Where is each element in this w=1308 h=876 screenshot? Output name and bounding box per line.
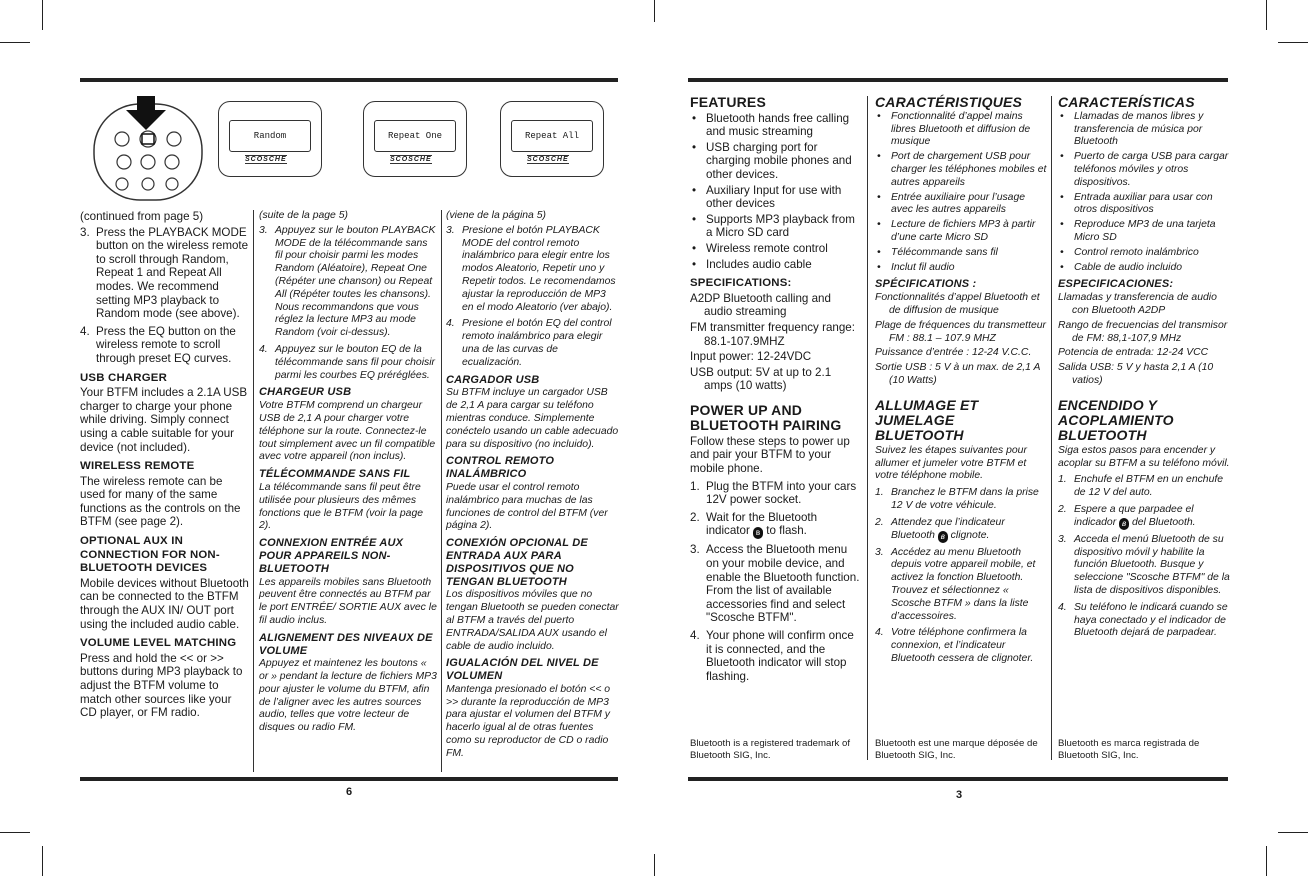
usb-heading: USB CHARGER: [80, 371, 168, 384]
specs-heading: SPÉCIFICATIONS :: [875, 278, 977, 291]
right-bottom-rule: [688, 777, 1228, 781]
list-item: 4. Press the EQ button on the wireless remote to scroll through preset EQ curves.: [80, 324, 236, 365]
specs-list: [690, 292, 862, 393]
list-item: • Inclut fil audio: [875, 262, 1047, 275]
list-item: • Control remoto inalámbrico: [1058, 247, 1230, 260]
column-divider: [441, 210, 442, 772]
pairing-steps: [875, 487, 1047, 666]
list-item: • Télécommande sans fil: [875, 247, 1047, 260]
list-item: • Port de chargement USB pour charger les téléphones mobiles et autres appareils: [875, 151, 1047, 189]
spec-item: Puissance d’entrée : 12-24 V.C.C.: [875, 347, 1032, 359]
list-item: 1. Enchufe el BTFM en un enchufe de 12 V del auto.: [1058, 474, 1224, 499]
crop-mark: [0, 42, 30, 43]
list-item: • Fonctionnalité d’appel mains libres Bluetooth et diffusion de musique: [875, 111, 1047, 149]
remote-heading: CONTROL REMOTO INALÁMBRICO: [446, 455, 555, 481]
column-divider: [867, 96, 868, 760]
specs-heading: ESPECIFICACIONES:: [1058, 278, 1174, 291]
crop-mark: [1266, 0, 1267, 30]
lcd-screen-repeat-one: [363, 101, 467, 177]
left-english-column: [80, 210, 250, 720]
crop-mark: [0, 832, 30, 833]
features-heading: FEATURES: [690, 94, 767, 110]
right-page-number: 3: [956, 789, 963, 801]
features-list: [1058, 111, 1230, 275]
pairing-intro: Suivez les étapes suivantes pour allumer et jumeler votre BTFM et votre téléphone mobile.: [875, 444, 1027, 482]
crop-mark: [42, 0, 43, 30]
list-item: 4. Su teléfono le indicará cuando se haya conectado y el indicador de Bluetooth dejará de parpadear.: [1058, 601, 1228, 639]
aux-heading: CONNEXION ENTRÉE AUX POUR APPAREILS NON-BLUETOOTH: [259, 537, 404, 575]
list-item: • Entrada auxiliar para usar con otros dispositivos: [1058, 192, 1230, 218]
list-item: 3. Appuyez sur le bouton PLAYBACK MODE de la télécommande sans fil pour choisir parmi les modes Random (Aléatoire), Repeat One (Répéter une chanson) ou Repeat All (Répéter toutes les chansons). Nous recommandons que vous réglez la lecture MP3 au mode Random (voir ci-dessus).: [259, 224, 436, 339]
list-item: 3. Presione el botón PLAYBACK MODE del control remoto inalámbrico para elegir entre los modos Aleatorio, Repetir uno y Repetir todos. Le recomendamos ajustar la reproducción de MP3 en el modo Aleatorio (ver abajo).: [446, 224, 616, 313]
list-item: 4. Votre téléphone confirmera la connexion, et l’indicateur Bluetooth cessera de clignoter.: [875, 627, 1034, 664]
list-item: 3. Access the Bluetooth menu on your mobile device, and enable the Bluetooth function. From the list of available accessories find and select "Scosche BTFM".: [690, 543, 860, 625]
spec-item: Fonctionnalités d’appel Bluetooth et de diffusion de musique: [875, 292, 1040, 316]
lcd-text: Random: [229, 120, 311, 152]
crop-mark: [1278, 42, 1308, 43]
left-spanish-column: [446, 210, 620, 761]
list-item: • Entrée auxiliaire pour l’usage avec les autres appareils: [875, 192, 1047, 218]
spec-item: Rango de frecuencias del transmisor de FM: 88,1-107,9 MHz: [1058, 319, 1228, 344]
features-heading: CARACTÉRISTIQUES: [875, 94, 1023, 110]
list-item: • Auxiliary Input for use with other devices: [690, 184, 862, 211]
list-item: 3. Acceda el menú Bluetooth de su dispositivo móvil y habilite la función Bluetooth. Busque y seleccione "Scosche BTFM" de la lista de dispositivos disponibles.: [1058, 533, 1230, 596]
continued-note: (suite de la page 5): [259, 210, 348, 221]
pairing-intro: Follow these steps to power up and pair your BTFM to your mobile phone.: [690, 434, 850, 476]
crop-mark: [42, 846, 43, 876]
pairing-heading: POWER UP AND BLUETOOTH PAIRING: [690, 401, 842, 433]
list-item: 4. Presione el botón EQ del control remoto inalámbrico para elegir una de las curvas de ecualización.: [446, 318, 612, 368]
spec-item: Llamadas y transferencia de audio con Bluetooth A2DP: [1058, 292, 1217, 316]
column-divider: [253, 210, 254, 772]
pairing-steps: [690, 480, 862, 684]
spec-item: Sortie USB : 5 V à un max. de 2,1 A (10 Watts): [875, 362, 1040, 386]
volume-heading: ALIGNEMENT DES NIVEAUX DE VOLUME: [259, 631, 433, 657]
features-list: [690, 112, 862, 272]
column-divider: [1051, 96, 1052, 760]
bluetooth-icon: ʙ: [938, 531, 948, 543]
list-item: 1. Branchez le BTFM dans la prise 12 V de votre véhicule.: [875, 487, 1039, 511]
list-item: • Llamadas de manos libres y transferencia de música por Bluetooth: [1058, 111, 1230, 149]
spec-item: Potencia de entrada: 12-24 VCC: [1058, 347, 1209, 359]
crop-mark: [654, 0, 655, 22]
steps-list: [446, 225, 620, 370]
remote-heading: WIRELESS REMOTE: [80, 460, 195, 473]
list-item: 1. Plug the BTFM into your cars 12V power socket.: [690, 479, 857, 507]
right-top-rule: [688, 78, 1228, 82]
list-item: • Lecture de fichiers MP3 à partir d’une carte Micro SD: [875, 219, 1047, 245]
volume-heading: VOLUME LEVEL MATCHING: [80, 637, 237, 650]
usb-heading: CHARGEUR USB: [259, 386, 352, 399]
crop-mark: [1278, 832, 1308, 833]
volume-heading: IGUALACIÓN DEL NIVEL DE VOLUMEN: [446, 657, 599, 683]
right-french-column: [875, 96, 1047, 670]
trademark-note: Bluetooth es marca registrada de Bluetooth SIG, Inc.: [1058, 738, 1200, 761]
aux-heading: OPTIONAL AUX IN CONNECTION FOR NON-BLUETOOTH DEVICES: [80, 535, 220, 575]
left-french-column: [259, 210, 437, 735]
volume-text: Press and hold the << or >> buttons during MP3 playback to adjust the BTFM volume to match other sources like your CD player, or FM radio.: [80, 651, 243, 720]
trademark-note: Bluetooth is a registered trademark of Bluetooth SIG, Inc.: [690, 738, 850, 761]
trademark-note: Bluetooth est une marque déposée de Bluetooth SIG, Inc.: [875, 738, 1038, 761]
steps-list: [259, 225, 437, 383]
list-item: • Wireless remote control: [690, 242, 862, 256]
aux-text: Los dispositivos móviles que no tengan Bluetooth se pueden conectar al BTFM a través del puerto ENTRADA/SALIDA AUX usando el cable de audio incluido.: [446, 589, 619, 652]
scosche-logo: SCOSCHE: [527, 156, 569, 163]
remote-heading: TÉLÉCOMMANDE SANS FIL: [259, 468, 411, 481]
spec-item: Plage de fréquences du transmetteur FM : 88.1 – 107.9 MHZ: [875, 319, 1046, 344]
list-item: 2. Attendez que l’indicateur Bluetooth ʙ clignote.: [875, 516, 1005, 541]
list-item: • Cable de audio incluido: [1058, 262, 1230, 275]
specs-list: [1058, 292, 1230, 388]
crop-mark: [1266, 846, 1267, 876]
lcd-screen-repeat-all: [500, 101, 604, 177]
left-bottom-rule: [80, 777, 618, 781]
list-item: 3. Press the PLAYBACK MODE button on the wireless remote to scroll through Random, Repeat 1 and Repeat All modes. We recommend setting MP3 playback to Random mode (see above).: [80, 225, 249, 321]
spec-item: USB output: 5V at up to 2.1 amps (10 watts): [690, 365, 832, 393]
pairing-intro: Siga estos pasos para encender y acoplar su BTFM a su teléfono móvil.: [1058, 444, 1230, 469]
lcd-text: Repeat All: [511, 120, 593, 152]
spec-item: Salida USB: 5 V y hasta 2,1 A (10 vatios): [1058, 362, 1214, 386]
continued-note: (continued from page 5): [80, 210, 204, 223]
pairing-steps: [1058, 474, 1230, 640]
usb-text: Su BTFM incluye un cargador USB de 2,1 A para cargar su teléfono mientras conduce. Simplemente conéctelo usando un cable adecuado para su dispositivo (no incluido).: [446, 387, 619, 450]
remote-illustration: [92, 96, 204, 206]
scosche-logo: SCOSCHE: [245, 156, 287, 163]
lcd-text: Repeat One: [374, 120, 456, 152]
spec-item: Input power: 12-24VDC: [690, 350, 812, 364]
list-item: • Puerto de carga USB para cargar teléfonos móviles y otros dispositivos.: [1058, 151, 1230, 189]
spec-item: FM transmitter frequency range: 88.1-107.9MHZ: [690, 320, 855, 348]
spec-item: A2DP Bluetooth calling and audio streaming: [690, 291, 831, 319]
left-page-number: 6: [346, 786, 353, 798]
remote-text: The wireless remote can be used for many of the same functions as the controls on the BTFM (see page 2).: [80, 474, 241, 529]
list-item: 4. Appuyez sur le bouton EQ de la télécommande sans fil pour choisir parmi les courbes EQ préréglées.: [259, 343, 435, 381]
aux-text: Les appareils mobiles sans Bluetooth peuvent être connectés au BTFM par le port ENTRÉE/ SORTIE AUX avec le fil audio inclus.: [259, 576, 437, 626]
usb-heading: CARGADOR USB: [446, 373, 540, 386]
lcd-screen-random: [218, 101, 322, 177]
remote-text: Puede usar el control remoto inalámbrico para muchas de las funciones de control del BTFM (ver página 2).: [446, 481, 608, 532]
left-top-rule: [80, 78, 618, 82]
usb-text: Your BTFM includes a 2.1A USB charger to charge your phone while driving. Simply connect using a cable suitable for your device (not included).: [80, 386, 248, 454]
scosche-logo: SCOSCHE: [390, 156, 432, 163]
features-heading: CARACTERÍSTICAS: [1058, 94, 1195, 110]
volume-text: Appuyez et maintenez les boutons « or » pendant la lecture de fichiers MP3 pour ajuster le volume du BTFM, afin de l’aligner avec les autres sources audio, telles que votre lecteur de disques ou radio FM.: [259, 658, 437, 734]
aux-heading: CONEXIÓN OPCIONAL DE ENTRADA AUX PARA DISPOSITIVOS QUE NO TENGAN BLUETOOTH: [446, 537, 588, 588]
right-english-column: [690, 96, 862, 687]
list-item: 2. Wait for the Bluetooth indicator ʙ to flash.: [690, 510, 818, 538]
list-item: • Supports MP3 playback from a Micro SD card: [690, 213, 862, 240]
remote-text: La télécommande sans fil peut être utilisée pour plusieurs des mêmes fonctions que le BTFM (voir la page 2).: [259, 481, 424, 532]
volume-text: Mantenga presionado el botón << o >> durante la reproducción de MP3 para ajustar el volumen del BTFM y hacerlo igual al de otras fuentes como su reproductor de CD o radio FM.: [446, 683, 611, 759]
list-item: 3. Accédez au menu Bluetooth depuis votre appareil mobile, et activez la fonction Bluetooth. Trouvez et sélectionnez « Scosche BTFM » dans la liste d’accessoires.: [875, 546, 1036, 622]
list-item: 2. Espere a que parpadee el indicador ʙ del Bluetooth.: [1058, 503, 1196, 528]
crop-mark: [654, 854, 655, 876]
pairing-heading: ALLUMAGE ET JUMELAGE BLUETOOTH: [875, 396, 979, 443]
list-item: • Includes audio cable: [690, 258, 862, 272]
usb-text: Votre BTFM comprend un chargeur USB de 2,1 A pour charger votre téléphone sur la route. Connectez-le tout simplement avec un fil compatible avec votre appareil (non inclus).: [259, 400, 436, 463]
pairing-heading: ENCENDIDO Y ACOPLAMIENTO BLUETOOTH: [1058, 396, 1174, 443]
specs-heading: SPECIFICATIONS:: [690, 277, 792, 290]
aux-text: Mobile devices without Bluetooth can be connected to the BTFM through the AUX IN/ OUT port using the included audio cable.: [80, 576, 249, 631]
bluetooth-icon: ʙ: [1119, 518, 1129, 530]
list-item: 4. Your phone will confirm once it is connected, and the Bluetooth indicator will stop flashing.: [690, 629, 854, 683]
bluetooth-icon: ʙ: [753, 527, 763, 539]
steps-list: [80, 226, 250, 366]
features-list: [875, 111, 1047, 275]
list-item: • USB charging port for charging mobile phones and other devices.: [690, 141, 862, 182]
right-spanish-column: [1058, 96, 1230, 644]
specs-list: [875, 292, 1047, 388]
list-item: • Reproduce MP3 de una tarjeta Micro SD: [1058, 219, 1230, 245]
list-item: • Bluetooth hands free calling and music streaming: [690, 112, 862, 139]
continued-note: (viene de la página 5): [446, 210, 546, 221]
remote-buttons: [115, 131, 181, 190]
